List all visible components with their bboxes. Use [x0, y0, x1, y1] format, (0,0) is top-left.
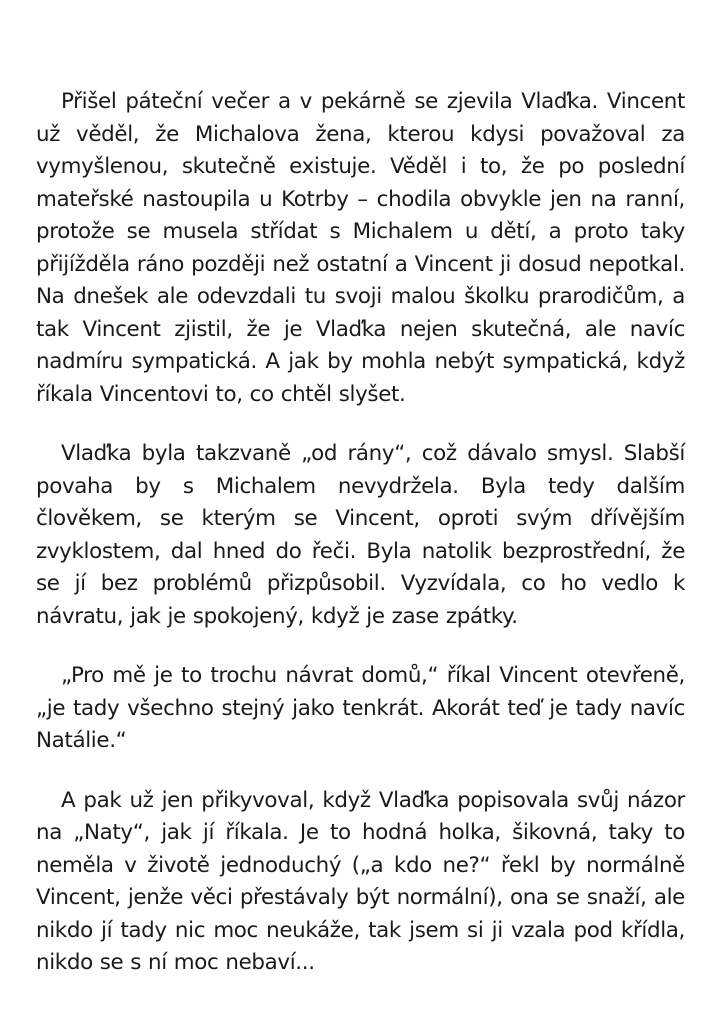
paragraph-3: „Pro mě je to trochu návrat domů,“ říkal Vincent otevřeně, „je tady všechno stejný jako tenkrát. Akorát teď je tady navíc Natálie.“: [36, 663, 685, 753]
paragraph-1: Přišel páteční večer a v pekárně se zjevila Vlaďka. Vincent už věděl, že Michalova žena, kterou kdysi považoval za vymyšlenou, skutečně existuje. Věděl i to, že po poslední mateřské nastoupila u Kotrby – chodila obvykle jen na ranní, protože se musela střídat s Michalem u dětí, a proto taky přijížděla ráno později než ostatní a Vincent ji dosud nepotkal. Na dnešek ale odevzdali tu svoji malou školku prarodičům, a tak Vincent zjistil, že je Vlaďka nejen skutečná, ale navíc nadmíru sympatická. A jak by mohla nebýt sympatická, když říkala Vincentovi to, co chtěl slyšet.: [36, 89, 685, 407]
book-page: [36, 86, 685, 1007]
paragraph-2: Vlaďka byla takzvaně „od rány“, což dávalo smysl. Slabší povaha by s Michalem nevydržela. Byla tedy dalším člověkem, se kterým se Vincent, oproti svým dřívějším zvyklostem, dal hned do řeči. Byla natolik bezprostřední, že se jí bez problémů přizpůsobil. Vyzvídala, co ho vedlo k návratu, jak je spokojený, když je zase zpátky.: [36, 441, 685, 629]
paragraph-4: A pak už jen přikyvoval, když Vlaďka popisovala svůj názor na „Naty“, jak jí říkala. Je to hodná holka, šikovná, taky to neměla v životě jednoduchý („a kdo ne?“ řekl by normálně Vincent, jenže věci přestávaly být normální), ona se snaží, ale nikdo jí tady nic moc neukáže, tak jsem si ji vzala pod křídla, nikdo se s ní moc nebaví...: [36, 787, 685, 975]
